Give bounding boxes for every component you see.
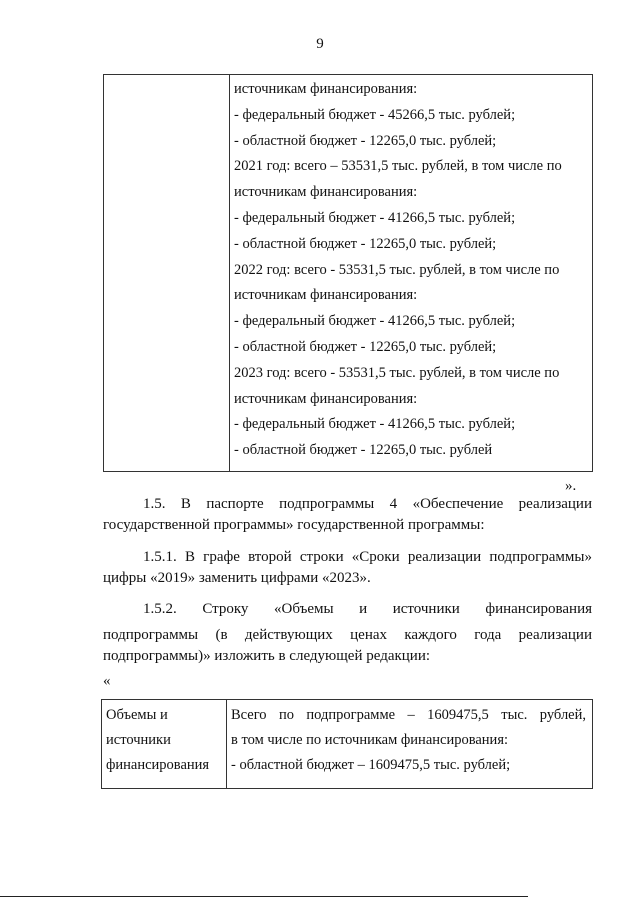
- page-number: 9: [316, 36, 324, 52]
- paragraph-1-5-2-line-2: подпрограммы (в действующих ценах каждого года реализации: [103, 627, 592, 643]
- funding-line: - областной бюджет - 12265,0 тыс. рублей: [234, 442, 493, 459]
- funding-line: 2023 год: всего - 53531,5 тыс. рублей, в том числе по: [234, 364, 560, 381]
- funding-line: - областной бюджет - 12265,0 тыс. рублей;: [234, 338, 497, 355]
- table-column-divider: [226, 700, 227, 788]
- label-line: Объемы и: [106, 707, 168, 723]
- value-line: - областной бюджет – 1609475,5 тыс. рублей;: [231, 757, 511, 773]
- funding-table-continuation: [103, 74, 593, 472]
- funding-line: - областной бюджет - 12265,0 тыс. рублей;: [234, 132, 497, 149]
- funding-line: - федеральный бюджет - 41266,5 тыс. рублей;: [234, 313, 516, 330]
- paragraph-1-5-line-2: государственной программы» государственной программы:: [103, 517, 485, 533]
- value-line: Всего по подпрограмме – 1609475,5 тыс. рублей,: [231, 707, 586, 723]
- funding-table-new: [101, 699, 593, 789]
- label-line: источники: [106, 732, 171, 748]
- funding-line: - федеральный бюджет - 45266,5 тыс. рублей;: [234, 106, 516, 123]
- funding-value-cell: [231, 703, 586, 778]
- value-line: в том числе по источникам финансирования:: [231, 732, 509, 748]
- closing-quote: ».: [565, 478, 577, 494]
- funding-line: источникам финансирования:: [234, 390, 418, 407]
- funding-cell: [234, 77, 586, 464]
- funding-line: - федеральный бюджет - 41266,5 тыс. рублей;: [234, 209, 516, 226]
- paragraph-1-5-line-1: 1.5. В паспорте подпрограммы 4 «Обеспечение реализации: [143, 496, 592, 512]
- funding-line: источникам финансирования:: [234, 81, 418, 97]
- funding-line: 2022 год: всего - 53531,5 тыс. рублей, в том числе по: [234, 261, 560, 278]
- opening-quote: «: [103, 673, 111, 689]
- funding-line: - федеральный бюджет - 41266,5 тыс. рублей;: [234, 416, 516, 433]
- label-line: финансирования: [106, 757, 210, 773]
- funding-label-cell: [106, 703, 209, 778]
- paragraph-1-5-2-line-3: подпрограммы)» изложить в следующей редакции:: [103, 648, 431, 664]
- paragraph-1-5-1-line-2: цифры «2019» заменить цифрами «2023».: [103, 570, 371, 586]
- paragraph-1-5-1-line-1: 1.5.1. В графе второй строки «Сроки реализации подпрограммы»: [143, 549, 592, 565]
- funding-line: источникам финансирования:: [234, 287, 418, 304]
- paragraph-1-5-2-line-1: 1.5.2. Строку «Объемы и источники финансирования: [143, 601, 592, 617]
- table-column-divider: [229, 75, 230, 471]
- funding-line: источникам финансирования:: [234, 184, 418, 201]
- funding-line: 2021 год: всего – 53531,5 тыс. рублей, в том числе по: [234, 158, 562, 175]
- footer-rule: [0, 896, 528, 897]
- funding-line: - областной бюджет - 12265,0 тыс. рублей;: [234, 235, 497, 252]
